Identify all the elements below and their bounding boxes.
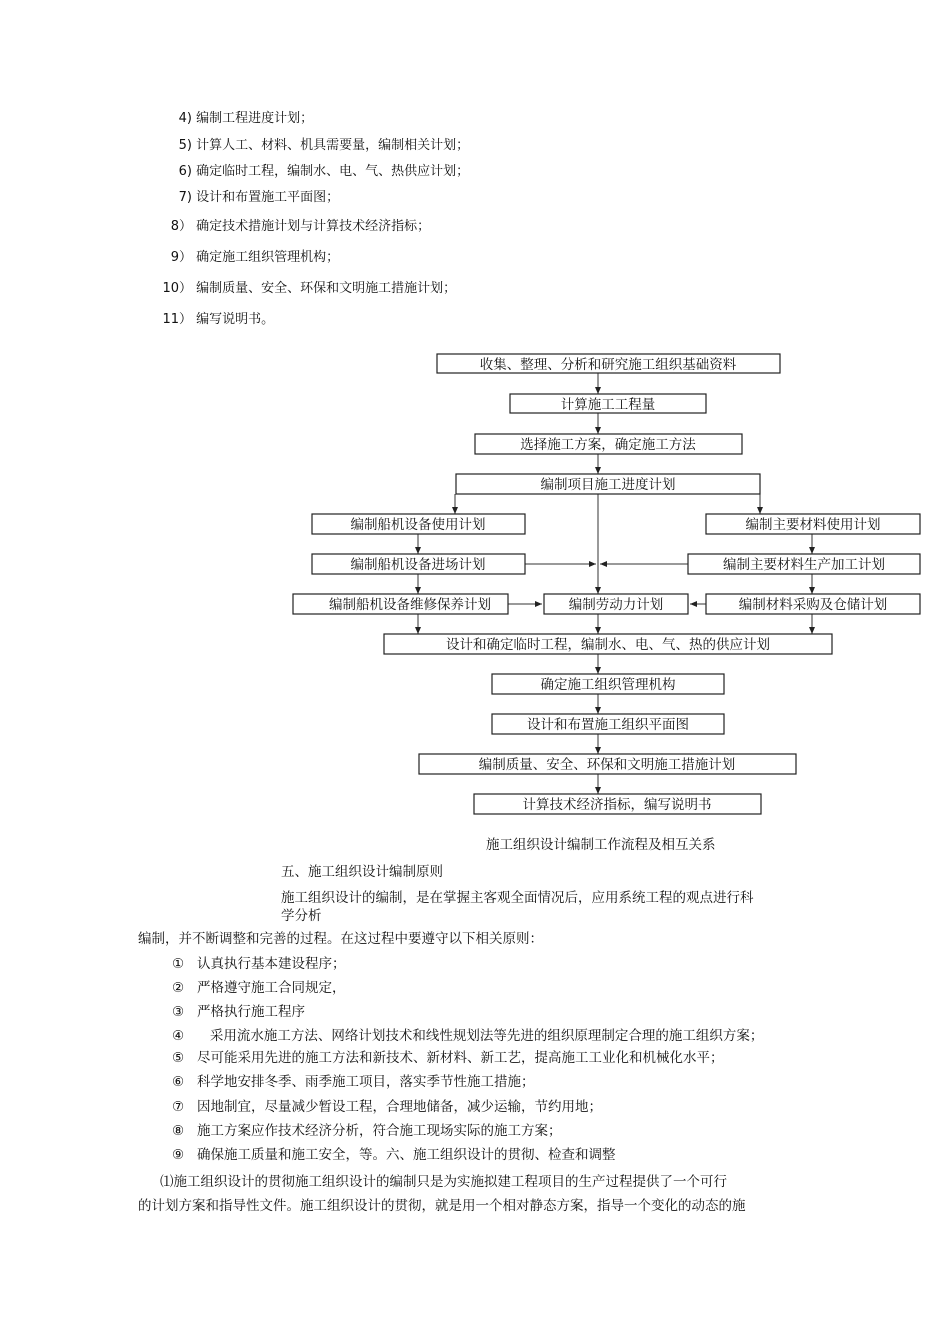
step-item: 6) 确定临时工程，编制水、电、气、热供应计划； [178,164,470,179]
step-item: 10） 编制质量、安全、环保和文明施工措施计划； [162,281,457,296]
closing-line-1: ⑴施工组织设计的贯彻施工组织设计的编制只是为实施拟建工程项目的生产过程提供了一个可行 [160,1174,727,1190]
svg-text:选择施工方案，确定施工方法: 选择施工方案，确定施工方法 [520,437,696,453]
flow-box [475,434,742,454]
flow-box [492,714,724,734]
principle-item: ⑤ 尽可能采用先进的施工方法和新技术、新材料、新工艺，提高施工工业化和机械化水平； [172,1050,724,1066]
principle-item: ② 严格遵守施工合同规定， [172,980,346,996]
principle-item: ① 认真执行基本建设程序； [172,956,346,972]
step-item: 7) 设计和布置施工平面图； [178,190,340,205]
flow-box [474,794,761,814]
intro-paragraph: 施工组织设计的编制，是在掌握主客观全面情况后，应用系统工程的观点进行科 学分析 [281,890,754,924]
flow-box [544,594,688,614]
flow-box [706,594,920,614]
svg-text:编制船机设备进场计划: 编制船机设备进场计划 [350,557,486,573]
step-item: 11） 编写说明书。 [162,312,275,327]
flow-box [312,554,525,574]
principle-item: ③ 严格执行施工程序 [172,1004,305,1020]
svg-text:收集、整理、分析和研究施工组织基础资料: 收集、整理、分析和研究施工组织基础资料 [479,357,737,373]
intro-continuation: 编制，并不断调整和完善的过程。在这过程中要遵守以下相关原则： [138,931,543,947]
flow-box [293,594,508,614]
svg-text:编制材料采购及仓储计划: 编制材料采购及仓储计划 [738,597,888,613]
svg-text:确定施工组织管理机构: 确定施工组织管理机构 [540,677,676,693]
svg-text:编制船机设备维修保养计划: 编制船机设备维修保养计划 [329,597,491,613]
principle-item: ⑥ 科学地安排冬季、雨季施工项目，落实季节性施工措施； [172,1074,535,1090]
step-item: 4) 编制工程进度计划； [178,111,314,126]
flow-box [437,354,780,373]
flow-box [419,754,796,774]
flow-box [688,554,920,574]
svg-text:编制项目施工进度计划: 编制项目施工进度计划 [540,477,676,493]
flowchart-caption: 施工组织设计编制工作流程及相互关系 [486,837,716,853]
step-item: 8） 确定技术措施计划与计算技术经济指标； [170,219,431,234]
svg-text:编制劳动力计划: 编制劳动力计划 [568,597,664,613]
section-heading: 五、施工组织设计编制原则 [281,864,443,880]
principle-item: ⑦ 因地制宜，尽量减少暂设工程，合理地储备，减少运输，节约用地； [172,1099,602,1115]
step-item: 9） 确定施工组织管理机构； [170,250,340,265]
svg-text:编制主要材料生产加工计划: 编制主要材料生产加工计划 [723,557,885,573]
principle-item: ⑨ 确保施工质量和施工安全，等。六、施工组织设计的贯彻、检查和调整 [172,1147,616,1163]
flow-box [312,514,525,534]
step-item: 5) 计算人工、材料、机具需要量，编制相关计划； [178,138,470,153]
svg-text:编制主要材料使用计划: 编制主要材料使用计划 [745,517,881,533]
flow-box [492,674,724,694]
flow-box [510,394,706,413]
flow-box [706,514,920,534]
principle-item: ④ 采用流水施工方法、网络计划技术和线性规划法等先进的组织原理制定合理的施工组织方案； [172,1028,764,1044]
flow-box [384,634,832,654]
svg-text:设计和布置施工组织平面图: 设计和布置施工组织平面图 [527,717,689,733]
svg-text:计算施工工程量: 计算施工工程量 [560,397,656,413]
svg-text:设计和确定临时工程，编制水、电、气、热的供应计划: 设计和确定临时工程，编制水、电、气、热的供应计划 [446,637,770,653]
flow-box [456,474,760,494]
svg-text:编制质量、安全、环保和文明施工措施计划: 编制质量、安全、环保和文明施工措施计划 [478,757,736,773]
principle-item: ⑧ 施工方案应作技术经济分析，符合施工现场实际的施工方案； [172,1123,562,1139]
svg-text:编制船机设备使用计划: 编制船机设备使用计划 [350,517,486,533]
closing-line-2: 的计划方案和指导性文件。施工组织设计的贯彻，就是用一个相对静态方案，指导一个变化的动态的施 [138,1198,746,1214]
svg-text:计算技术经济指标，编写说明书: 计算技术经济指标，编写说明书 [522,797,712,813]
